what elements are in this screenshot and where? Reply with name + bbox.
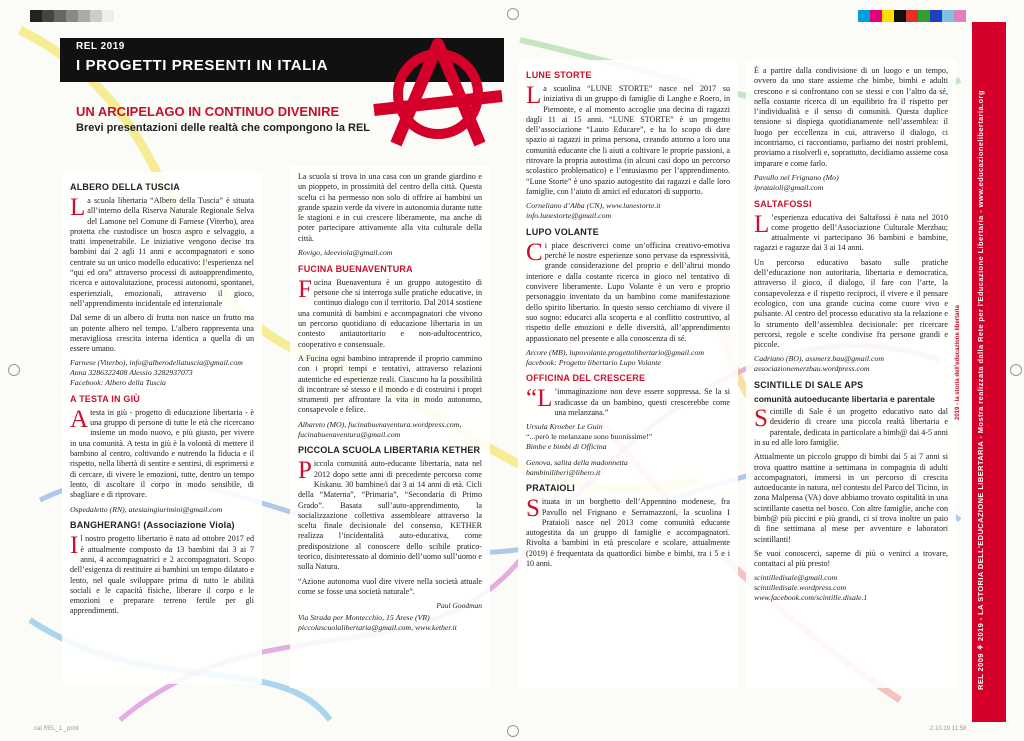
sidebar-vertical-text: REL 2009 ⚘ 2019 - LA STORIA DELL'EDUCAZIONE LIBERTARIA - Mostra realizzata dalla Rete per l'Educazione Libertaria - www.educazionelibertaria.org — [976, 90, 985, 690]
saltafossi-text: L ’esperienza educativa dei Saltafossi è nata nel 2010 come progetto dell’Associazione Culturale Merzbau; attualmente vi partecipano 36 bambini e bambine, ragazzi e ragazze dai 3 ai 14 anni. — [754, 210, 948, 253]
scintille-contact: scintilledisale@gmail.com scintilledisale.wordpress.com www.facebook.com/scintille.disale.1 — [754, 573, 868, 603]
testa-title: A TESTA IN GIÙ — [70, 393, 140, 404]
drop-cap: “L — [526, 385, 553, 413]
registration-mark-right — [1010, 364, 1022, 376]
bangherang-text-2: La scuola si trova in una casa con un grande giardino e un pioppeto, in prossimità del centro della città. Questa scelta ci ha permesso non solo di offrire ai bambini un grande spazio verde da vivere in autonomia durante tutte le stagioni e in cui crescere liberamente, ma anche di poter partecipare attivamente alla vita culturale della città. — [298, 172, 482, 243]
prataioli-contact: Pavullo nel Frignano (Mo) iprataioli@gmail.com — [754, 172, 839, 192]
officina-quote-block: Ursula Kroeber Le Guin “...però le melanzane sono buonissime!” Bimbe e bimbi di Officina — [526, 422, 653, 451]
drop-cap: A — [70, 405, 89, 433]
anarchy-symbol-icon — [368, 36, 508, 148]
saltafossi-text-2: Un percorso educativo basato sulle pratiche dell’educazione non autoritaria, libertaria e democratica, attraverso il gioco, il dialogo, il fare con l’arte, la consapevolezza e il rispetto reciproci, il vivere e il pensare ecologico, con una grande cucina come cuore vivo e pulsante. Al centro del processo educativo sta la relazione e lo strumento dell’assemblea decisionale: per ricercare percorsi, regole e scelte condivise fra persone grandi e piccole. — [754, 257, 948, 350]
footer-left: cat REL_1 _print — [34, 726, 79, 732]
footer-right: 2.10.19 11:58 — [930, 726, 967, 732]
fucina-text: Fucina Buenaventura è un gruppo autogestito di persone che si interroga sulle pratiche educative, in continuo dialogo con il territorio. Dal 2014 sostiene una comunità di bambini e accompagnatori che vivono un percorso quotidiano di educazione libertaria in un contesto antiautoritario e non-adultocentrico, cooperativo e consensuale. — [298, 275, 482, 349]
drop-cap: L — [754, 210, 770, 238]
side-caption: 2019 - la storia dell'educazione libertaria — [955, 305, 961, 420]
column-3 — [518, 60, 738, 688]
prataioli-text: Situata in un borghetto dell’Appennino modenese, fra Pavullo nel Frignano e Serramazzoni, la scuolina I Prataioli nasce nel 2013 come comunità educante autogestita da un gruppo di famiglie e accompagnatori. Rivolta a bambini in età prescolare e scolare, attualmente (2019) è frequentata da quattordici bimbe e bimbi, tra i 5 e i 10 anni. — [526, 495, 730, 569]
scintille-title: SCINTILLE DI SALE APS — [754, 380, 864, 391]
drop-cap: P — [298, 457, 312, 485]
bangherang-contact: Rovigo, ideeviola@gmail.com — [298, 248, 393, 258]
color-calibration-strip — [858, 10, 966, 22]
drop-cap: S — [526, 495, 540, 523]
lupo-title: LUPO VOLANTE — [526, 226, 599, 237]
kether-text: Piccola comunità auto-educante libertaria, nata nel 2012 dopo sette anni di precedente percorso come Kiskanu. 30 bambine/i dai 3 ai 14 anni di età. Cicli della “Materna”, “Primaria”, “Secondaria di Primo Grado”. Basata sull’auto-apprendimento, la socializzazione collettiva assembleare attraverso la scelta finale decisionale del consenso, KETHER realizza l’incidentalità auto-educativa, come predisposizione al conoscere dello scibile pratico-teorico, disinteressato al dominio dell’uomo sull’uomo e sulla Natura. — [298, 457, 482, 572]
fucina-title: FUCINA BUENAVENTURA — [298, 263, 413, 274]
prataioli-title: PRATAIOLI — [526, 483, 575, 494]
kether-quote: “Azione autonoma vuol dire vivere nella società attuale come se fosse una società naturale”. — [298, 576, 482, 596]
kether-title: PICCOLA SCUOLA LIBERTARIA KETHER — [298, 445, 481, 456]
albero-contact: Farnese (Viterbo), info@alberodellatuscia@gmail.com Anna 3286322408 Alessio 3282937073 Facebook: Albero della Tuscia — [70, 358, 243, 388]
lupo-text: Ci piace descriverci come un’officina creativo-emotiva perché le nostre esperienze sono pervase da espressività, grande considerazione del proprio e dell’altrui mondo interiore e dalla costante ricerca in gioco nel tentativo di convivere liberamente. Lupo Volante è un vero e proprio personaggio inventato da un bambino come manifestazione dello spirito libertario. In questo senso cerchiamo di vivere il suo sogno: educarci alla scoperta e al conflitto costruttivo, al rispetto delle emozioni e delle diversità, all’apprendimento appassionato nel presente e alla conoscenza di sé. — [526, 238, 730, 343]
lune-title: LUNE STORTE — [526, 70, 592, 80]
page-title: I PROGETTI PRESENTI IN ITALIA — [76, 57, 329, 74]
gray-calibration-strip — [30, 10, 114, 22]
fucina-contact: Albareto (MO), fucinabuenaventura.wordpress.com, fucinabuenaventura@gmail.com — [298, 419, 462, 439]
officina-text: “L ’immaginazione non deve essere soppressa. Se la si sradicasse da un bambino, questi crescerebbe come una melanzana.” — [526, 385, 730, 418]
section-intro: Brevi presentazioni delle realtà che compongono la REL — [76, 122, 371, 134]
drop-cap: L — [526, 82, 542, 109]
kether-quote-author: Paul Goodman — [436, 601, 482, 611]
kether-contact: Via Strada per Montecchio, 15 Arese (VR) piccolascuolalibertaria@gmail.com, www.kether.it — [298, 613, 457, 633]
lupo-contact: Arcore (MB), lupovolante.progettolibertario@gmail.com facebook: Progetto libertario Lupo Volante — [526, 347, 705, 367]
scintille-text-3: Se vuoi conoscerci, saperne di più o venirci a trovare, contattaci al più presto! — [754, 548, 948, 569]
officina-contact: Genova, salita della madonnetta bambiniliberi@libero.it — [526, 457, 628, 477]
saltafossi-title: SALTAFOSSI — [754, 198, 812, 209]
lune-contact: Corneliano d’Alba (CN), www.lunestorte.it info.lunestorte@gmail.com — [526, 201, 661, 221]
albero-text-2: Dal seme di un albero di frutta non nasce un frutto ma un potente albero nel tempo. L’albero rappresenta una meravigliosa crescita interna identica a quella di un essere umano. — [70, 313, 254, 354]
prataioli-text-2: È a partire dalla condivisione di un luogo e un tempo, ovvero da uno stare assieme che bimbe, bimbi e adulti crescono e si confrontano con se stessi e con l’altro da sé, nella costante ricerca di un equilibrio fra il rispetto per l’individualità e il senso di comunità. Questa duplice tensione si dispiega quotidianamente nell’assemblea: il luogo per eccellenza in cui, attraverso il dialogo, ci incontriamo, ci raccontiamo, parliamo dei nostri problemi, proviamo a risolverli e, soprattutto, decidiamo assieme cosa imparare e come farlo. — [754, 66, 948, 168]
albero-text: La scuola libertaria “Albero della Tuscia” è situata all’interno della Riserva Naturale Regionale Selva del Lamone nel Comune di Farnese (Viterbo), area protetta che custodisce un bosco aspro e selvaggio, a tratti impenetrabile. Le iniziative vengono decise tra bambini dai 2 agli 11 anni e accompagnatori e sono centrate su un unico modello educativo: l’esperienza nel “qui ed ora” attraverso processi di autoapprendimento, ricerca e autovalutazione, processi autonomi, spontanei, esperienziali, emozionali, attraverso il gioco, nell’apprendimento incidentale ed intenzionale — [70, 194, 254, 308]
scintille-text: Scintille di Sale è un progetto educativo nato dal desiderio di creare una piccola realtà libertaria e parentale, dedicata in particolare a bimb@ dai 4-5 anni in su ed alle loro famiglie. — [754, 405, 948, 447]
drop-cap: S — [754, 405, 768, 433]
bangherang-text: Il nostro progetto libertario è nato ad ottobre 2017 ed è attualmente composto da 13 bambini dai 3 ai 7 anni, 4 accompagnatrici e 2 accompagnatori. Scopo dell’esigenza di restituire ai bambini un tempo dilatato e lento, nel quale sviluppare prima di tutto le abilità sociali e le capacità fisiche, liberare il corpo e le emozioni e preparare terreno fertile per gli apprendimenti. — [70, 532, 254, 616]
saltafossi-contact: Cadriano (BO), assmerz.bau@gmail.com associazionemerzbau.wordpress.com — [754, 354, 884, 374]
registration-mark-bottom — [507, 725, 519, 737]
drop-cap: I — [70, 532, 79, 560]
scintille-text-2: Attualmente un piccolo gruppo di bimbi dai 5 ai 7 anni si trova quattro mattine a settimana in compagnia di adulti accompagnatori, immersi in un percorso di crescita autoeducante in natura, nel contesto del Parco del Ticino, in zona Malpensa (VA) dove abbiamo trovato ospitalità in una scintillante casetta nel bosco. Con altre famiglie, anche con bimb@ più piccini e più grandi, ci si trova inoltre un paio di fine settimana al mese per avventure e laboratori scintillanti! — [754, 452, 948, 544]
registration-mark-left — [8, 364, 20, 376]
rel-year: REL 2019 — [76, 41, 125, 52]
fucina-text-2: A Fucina ogni bambino intraprende il proprio cammino con i propri tempi e tentativi, attraverso relazioni autentiche ed esperienze reali. Ciascuno ha la possibilità di incontrare sé stesso e il mondo e di costruirsi i propri strumenti per affrontare la vita in modo autonomo, consapevole e felice. — [298, 353, 482, 415]
testa-contact: Ospedaletto (RN), atestaingiurimini@gmail.com — [70, 504, 223, 514]
registration-mark-top — [507, 8, 519, 20]
drop-cap: L — [70, 194, 86, 221]
column-4 — [746, 60, 956, 688]
bangherang-title: BANGHERANG! (Associazione Viola) — [70, 520, 235, 531]
section-subtitle: UN ARCIPELAGO IN CONTINUO DIVENIRE — [76, 104, 340, 119]
scintille-subtitle: comunità autoeducante libertaria e parentale — [754, 394, 935, 405]
drop-cap: F — [298, 275, 312, 303]
drop-cap: C — [526, 238, 543, 266]
testa-text: A testa in giù - progetto di educazione libertaria - è una gruppo di persone di tutte le età che ricercano insieme un modo nuovo, e più giusto, per vivere in una comunità. A testa in giù è la volontà di mettere il bambino al centro, coltivando e nutrendo la fiducia e il rispetto, nella libertà di sentire e sentirsi, di esprimersi e di cercare, di vivere le emozioni, tutte, dentro un tempo lento, di ascoltare il corpo in modo sensibile, di sbagliare e di riprovare. — [70, 405, 254, 500]
officina-title: OFFICINA DEL CRESCERE — [526, 373, 646, 384]
column-2 — [290, 166, 490, 688]
albero-title: ALBERO DELLA TUSCIA — [70, 182, 180, 192]
lune-text: La scuolina “LUNE STORTE” nasce nel 2017 su iniziativa di un gruppo di famiglie di Langhe e Roero, in Piemonte, e al momento accoglie una decina di ragazzi dagli 11 ai 15 anni. “LUNE STORTE” è un progetto dell’associazione “Lauto Educare”, e ha lo scopo di dare spazio ai ragazzi in prima persona, creando attorno a loro una comunità educante che li aiuti a coltivare le proprie passioni, a ritrovare la propria autostima (in alcuni casi dopo un percorso scolastico problematico) e l’entusiasmo per l’apprendimento. “Lune Storte” è uno spazio autogestito dai ragazzi e dalle loro famiglie, con l’aiuto di amici ed educatori di supporto. — [526, 82, 730, 196]
column-1 — [62, 172, 262, 684]
